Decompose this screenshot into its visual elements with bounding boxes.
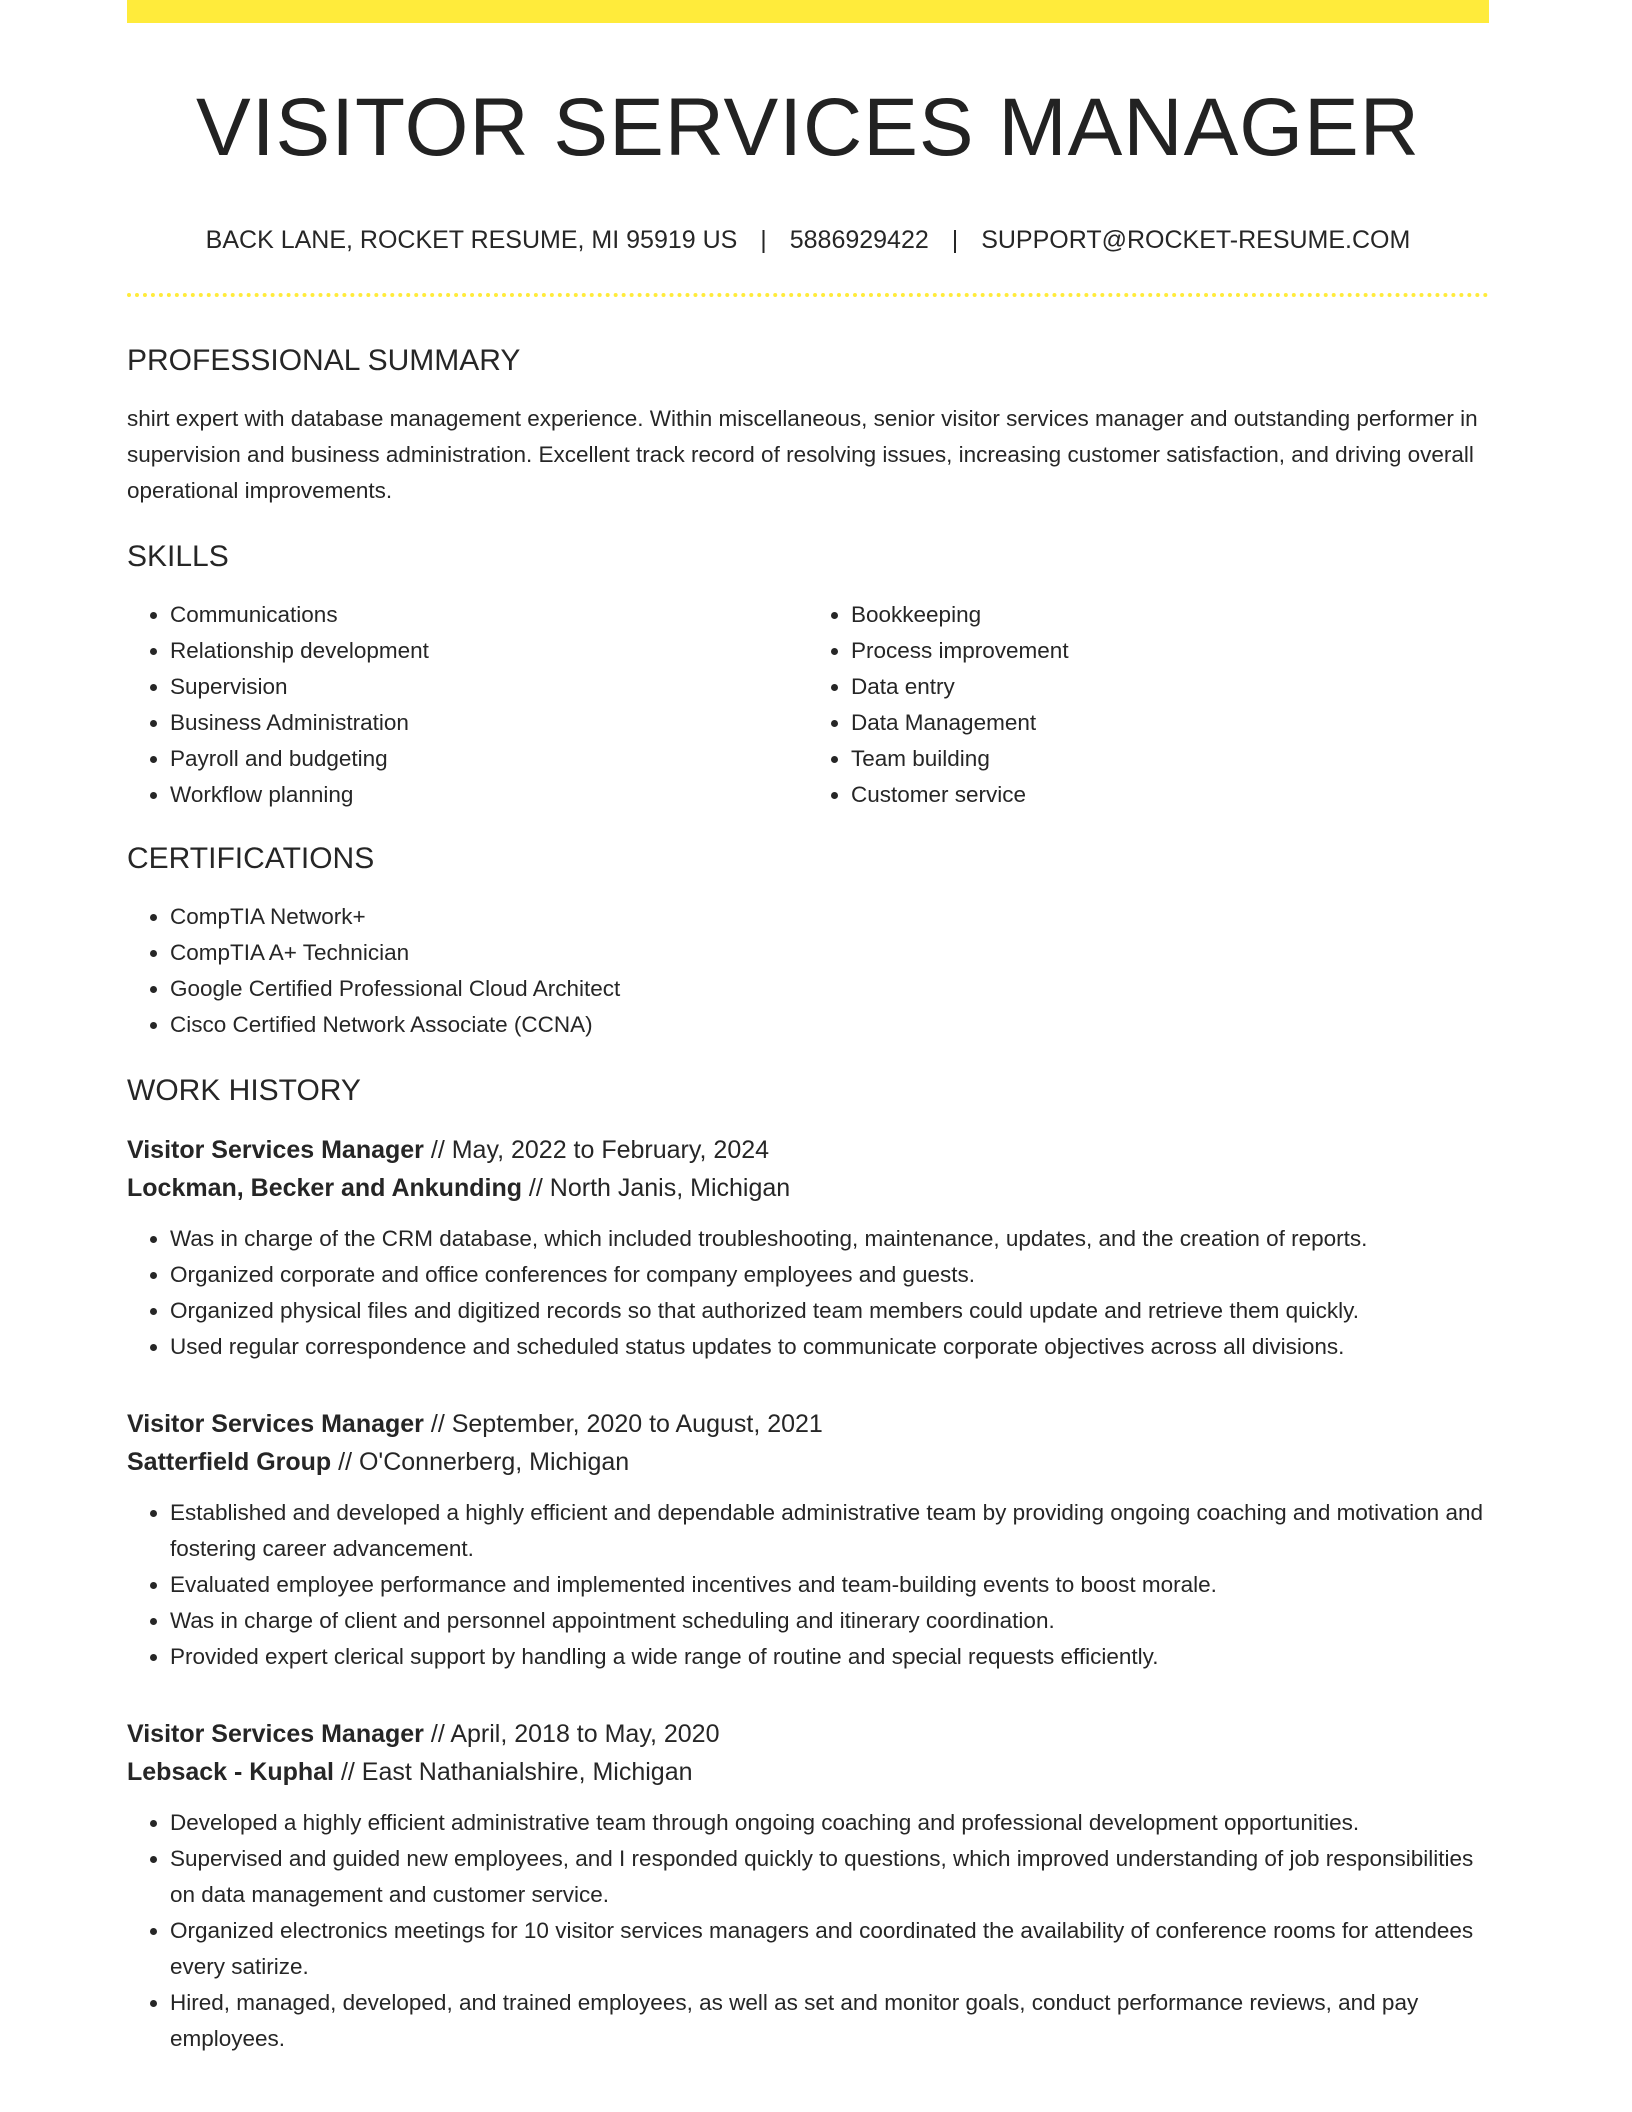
job-bullet: • Organized electronics meetings for 10 visitor services managers and coordinated the availability of conference rooms for attendees every satirize. — [170, 1913, 1489, 1985]
certification-item: • Cisco Certified Network Associate (CCNA) — [170, 1007, 1489, 1043]
contact-address: BACK LANE, ROCKET RESUME, MI 95919 US — [205, 226, 738, 255]
certification-item: • Google Certified Professional Cloud Architect — [170, 971, 1489, 1007]
job-bullet: • Organized corporate and office conferences for company employees and guests. — [170, 1257, 1489, 1293]
summary-heading: PROFESSIONAL SUMMARY — [127, 344, 521, 378]
skill-item: • Process improvement — [851, 633, 1489, 669]
job-company: Lebsack - Kuphal — [127, 1758, 334, 1787]
job-bullet: • Was in charge of the CRM database, which included troubleshooting, maintenance, updates, and the creation of reports. — [170, 1221, 1489, 1257]
job-bullet: • Established and developed a highly efficient and dependable administrative team by providing ongoing coaching and motivation and fostering career advancement. — [170, 1495, 1489, 1567]
certification-item: • CompTIA Network+ — [170, 899, 1489, 935]
job-dates: September, 2020 to August, 2021 — [451, 1410, 823, 1439]
skill-item: • Data Management — [851, 705, 1489, 741]
job-divider: // — [423, 1410, 452, 1439]
job-title-line — [127, 1405, 1489, 1443]
skill-item: • Workflow planning — [170, 777, 808, 813]
summary-text: shirt expert with database management experience. Within miscellaneous, senior visitor services manager and outstanding performer in supervision and business administration. Excellent track record of resolving issues, increasing customer satisfaction, and driving overall operational improvements. — [127, 406, 1478, 504]
job-bullet: • Hired, managed, developed, and trained employees, as well as set and monitor goals, conduct performance reviews, and pay employees. — [170, 1985, 1489, 2057]
skill-item: • Bookkeeping — [851, 597, 1489, 633]
job-role: Visitor Services Manager — [127, 1720, 424, 1749]
skill-item: • Business Administration — [170, 705, 808, 741]
job-location: O'Connerberg, Michigan — [358, 1448, 630, 1477]
job-bullet: • Organized physical files and digitized records so that authorized team members could update and retrieve them quickly. — [170, 1293, 1489, 1329]
dotted-divider — [127, 293, 1489, 297]
contact-line — [127, 225, 1489, 255]
skills-list-right — [808, 597, 1489, 813]
job-bullet: • Supervised and guided new employees, and I responded quickly to questions, which improved understanding of job responsibilities on data management and customer service. — [170, 1841, 1489, 1913]
contact-email: SUPPORT@ROCKET-RESUME.COM — [981, 226, 1411, 255]
job-location: East Nathanialshire, Michigan — [361, 1758, 693, 1787]
job-entry — [127, 1405, 1489, 1675]
job-company: Lockman, Becker and Ankunding — [127, 1174, 522, 1203]
job-divider: // — [331, 1448, 359, 1477]
job-company-line — [127, 1169, 1489, 1207]
job-bullets — [127, 1495, 1489, 1675]
job-divider: // — [423, 1720, 451, 1749]
job-location: North Janis, Michigan — [549, 1174, 791, 1203]
skill-item: • Team building — [851, 741, 1489, 777]
certification-item: • CompTIA A+ Technician — [170, 935, 1489, 971]
job-divider: // — [423, 1136, 452, 1165]
resume-page — [127, 0, 1489, 2057]
top-accent-bar — [127, 0, 1489, 23]
certifications-heading: CERTIFICATIONS — [127, 842, 375, 876]
skills-list-left — [127, 597, 808, 813]
job-company-line — [127, 1443, 1489, 1481]
skill-item: • Communications — [170, 597, 808, 633]
skill-item: • Payroll and budgeting — [170, 741, 808, 777]
job-title-line — [127, 1131, 1489, 1169]
job-bullets — [127, 1221, 1489, 1365]
job-bullet: • Developed a highly efficient administrative team through ongoing coaching and professional development opportunities. — [170, 1805, 1489, 1841]
job-entry — [127, 1715, 1489, 2057]
skill-item: • Data entry — [851, 669, 1489, 705]
skills-columns — [127, 597, 1489, 813]
job-divider: // — [521, 1174, 550, 1203]
job-bullets — [127, 1805, 1489, 2057]
job-bullet: • Was in charge of client and personnel appointment scheduling and itinerary coordination. — [170, 1603, 1489, 1639]
job-role: Visitor Services Manager — [127, 1410, 424, 1439]
work-history-heading: WORK HISTORY — [127, 1074, 361, 1108]
contact-phone: 5886929422 — [789, 226, 929, 255]
job-bullet: • Provided expert clerical support by handling a wide range of routine and special requests efficiently. — [170, 1639, 1489, 1675]
resume-title: VISITOR SERVICES MANAGER — [196, 82, 1420, 173]
certifications-list — [127, 899, 1489, 1043]
job-dates: April, 2018 to May, 2020 — [450, 1720, 720, 1749]
job-title-line — [127, 1715, 1489, 1753]
skill-item: • Customer service — [851, 777, 1489, 813]
job-bullet: • Used regular correspondence and scheduled status updates to communicate corporate objectives across all divisions. — [170, 1329, 1489, 1365]
skills-heading: SKILLS — [127, 540, 229, 574]
job-entry — [127, 1131, 1489, 1365]
job-role: Visitor Services Manager — [127, 1136, 424, 1165]
job-company: Satterfield Group — [127, 1448, 332, 1477]
job-bullet: • Evaluated employee performance and implemented incentives and team-building events to boost morale. — [170, 1567, 1489, 1603]
skill-item: • Relationship development — [170, 633, 808, 669]
job-divider: // — [334, 1758, 362, 1787]
contact-separator: | — [951, 226, 959, 255]
job-dates: May, 2022 to February, 2024 — [451, 1136, 770, 1165]
contact-separator: | — [760, 226, 767, 255]
job-company-line — [127, 1753, 1489, 1791]
skill-item: • Supervision — [170, 669, 808, 705]
